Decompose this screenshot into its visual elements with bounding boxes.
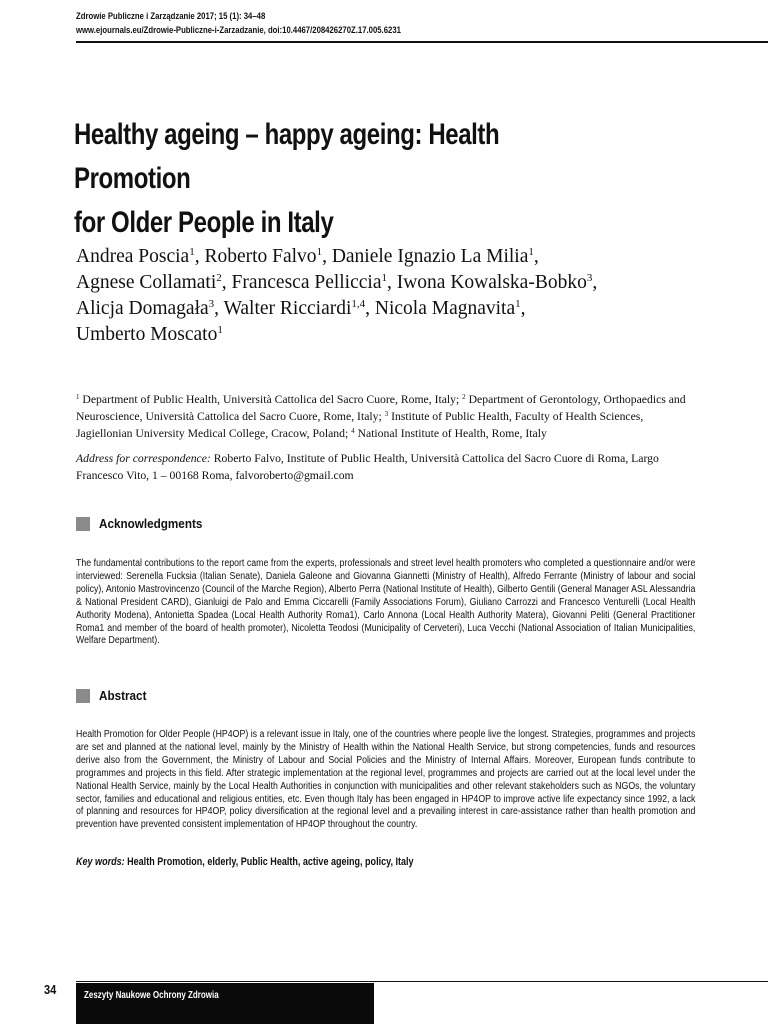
author-affiliation-ref: 3 [586,272,593,284]
author-line: Andrea Poscia$^1$, Roberto Falvo$^1$, Daniele Ignazio La Milia$^1$, [76,246,539,267]
author-name: Umberto Moscato [76,324,218,345]
title-line-2: for Older People in Italy [74,206,334,239]
affiliations: $^1$ Department of Public Health, Università Cattolica del Sacro Cuore, Rome, Italy; $^2$ Department of Gerontology, Orthopaedics and Neuroscience, Università Cattolica del Sacro Cuore, Rome, Italy; $^3$ Institute of Public Health, Faculty of Health Sciences, Jagiellonian University Medical College, Cracow, Poland; $^4$ National Institute of Health, Rome, Italy [76,393,686,440]
affiliation-3: Institute of Public Health, Faculty of Health Sciences, Jagiellonian University Medical College, Cracow, Poland; [76,410,644,440]
page-number: 34 [44,982,57,997]
author-affiliation-ref: 1 [316,246,323,258]
title-line-1: Healthy ageing – happy ageing: Health Promotion [74,118,500,195]
running-header [76,9,696,37]
footer-divider [76,981,768,982]
author-affiliation-ref: 1 [217,324,223,336]
author-name: Alicja Domagała [76,298,209,319]
author-name: Nicola Magnavita [374,298,516,319]
author-list [76,244,716,348]
header-divider [76,41,768,43]
affiliation-1: Department of Public Health, Università Cattolica del Sacro Cuore, Rome, Italy; [82,393,460,406]
author-name: Francesca Pelliccia [231,272,382,293]
affiliation-2: Department of Gerontology, Orthopaedics and Neuroscience, Università Cattolica del Sacro Cuore, Rome, Italy; [76,393,686,423]
author-line: Agnese Collamati$^2$, Francesca Pelliccia$^1$, Iwona Kowalska-Bobko$^3$, [76,272,598,293]
author-affiliation-ref: 2 [216,272,222,284]
doi-link[interactable]: www.ejournals.eu/Zdrowie-Publiczne-i-Zarzadzanie, doi:10.4467/208426270Z.17.005.6231 [76,25,401,35]
affiliation-4: National Institute of Health, Rome, Italy [357,427,547,440]
author-affiliation-ref: 1 [515,298,521,310]
keywords [76,856,414,868]
author-affiliation-ref: 1 [528,246,534,258]
article-title [74,113,586,245]
author-name: Roberto Falvo [204,246,317,267]
correspondence-address [76,450,696,484]
acknowledgments-text: The fundamental contributions to the report came from the experts, professionals and street level health promoters who completed a questionnaire and/or were interviewed: Serenella Fucksia (Italian Senate), Daniela Galeone and Giovanna Giannetti (Ministry of Health), Alfredo Ferrante (Ministry of labour and social policy), Antonio Mastrovincenzo (Council of the Marche Region), Alberto Perra (National Institute of Health), Gilberto Gentili (General Manager ASL Alessandria & National President CARD), Gianluigi de Palo and Emma Ciccarelli (Family Associations Forum), Giuliano Carrozzi and Francesco Venturelli (Local Health Authority Modena), Antonietta Spadea (Local Health Authority Roma1), Carlo Annona (Local Health Authority Matera), Giovanni Peliti (General Practitioner Roma1 and member of the board of health promoter), Nicoletta Teodosi (Municipality of Cerveteri), Luca Vecchi (National Association of Italian Municipalities, Welfare Department). [76,558,696,647]
author-name: Andrea Poscia [76,246,190,267]
section-title: Acknowledgments [99,516,203,531]
author-name: Iwona Kowalska-Bobko [396,272,587,293]
square-bullet-icon [76,517,90,531]
abstract-text: Health Promotion for Older People (HP4OP) is a relevant issue in Italy, one of the countries where people live the longest. Strategies, programmes and projects are set and planned at the national level, mainly by the Ministry of Health within the National Health Service, but strong competencies, funds and resources derive also from the Government, the Ministry of Labour and Social Policies and the Ministry of Internal Affairs. Moreover, European funds contribute to programmes and projects in this field. After strategic implementation at the regional level, programmes and projects are carried out at the local level under the National Health Service, mainly by the Local Health Authorities in conjunction with municipalities and other relevant stakeholders such as NGOs, the voluntary sector, families and educational and religious entities, etc. Even though Italy has been engaged in HP4OP to improve active life expectancy since 1992, a lack of planning and resources for HP4OP, policy diversification at the regional level and a prevailing interest in care-assistance rather than health promotion and prevention have prevented consistent implementation of HP4OP throughout the country. [76,729,696,831]
author-name: Walter Ricciardi [223,298,352,319]
journal-citation: Zdrowie Publiczne i Zarządzanie 2017; 15 (1): 34–48 [76,11,266,21]
correspondence-label: Address for correspondence: [76,452,211,465]
abstract-heading [76,688,152,703]
author-affiliation-ref: 1 [189,246,195,258]
acknowledgments-heading [76,516,214,531]
author-affiliation-ref: 1,4 [351,298,366,310]
keywords-text: Health Promotion, elderly, Public Health, active ageing, policy, Italy [127,856,414,868]
section-title: Abstract [99,688,147,703]
author-name: Agnese Collamati [76,272,217,293]
author-line [76,322,716,348]
correspondence-text: Roberto Falvo, Institute of Public Health, Università Cattolica del Sacro Cuore di Roma, Largo Francesco Vito, 1 – 00168 Roma, falvoroberto@gmail.com [76,452,659,482]
journal-name: Zeszyty Naukowe Ochrony Zdrowia [84,990,219,1001]
square-bullet-icon [76,689,90,703]
keywords-label: Key words: [76,856,125,868]
author-affiliation-ref: 1 [381,272,387,284]
author-line: Alicja Domagała$^3$, Walter Ricciardi$^{1,4}$, Nicola Magnavita$^1$, [76,298,526,319]
author-name: Daniele Ignazio La Milia [331,246,529,267]
author-affiliation-ref: 3 [208,298,215,310]
